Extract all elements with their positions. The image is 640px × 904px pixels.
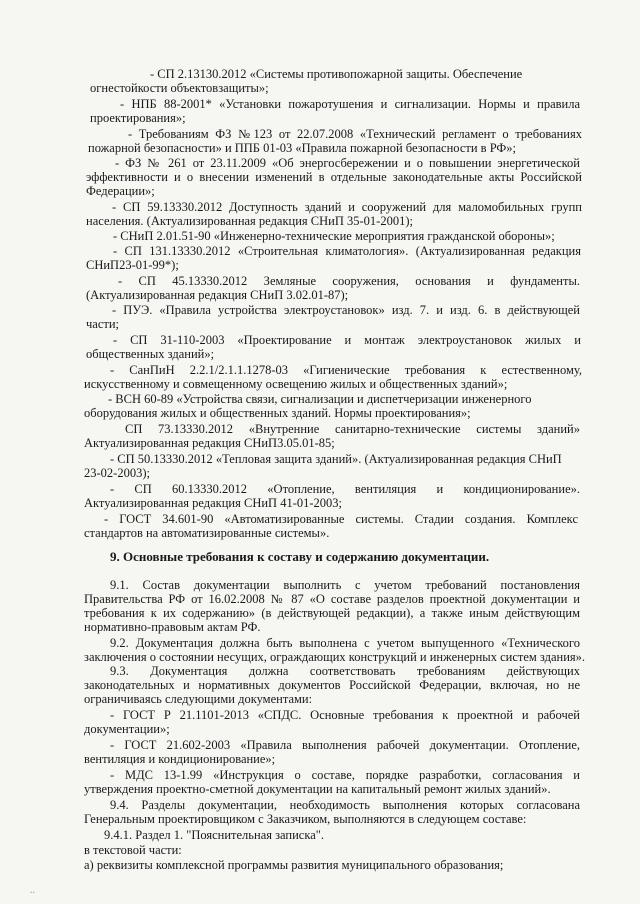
doc-line: эффективности и о внесении изменений в отдельные законодательные акты Российской — [86, 170, 582, 184]
doc-line: Актуализированная редакция СНиП 41-01-2003; — [84, 496, 342, 510]
doc-line: - НПБ 88-2001* «Установки пожаротушения и сигнализации. Нормы и правила — [120, 97, 580, 111]
doc-line: (Актуализированная редакция СНиП 3.02.01-87); — [86, 288, 349, 302]
doc-line: - ГОСТ Р 21.1101-2013 «СПДС. Основные требования к проектной и рабочей — [110, 708, 580, 722]
doc-line: Правительства РФ от 16.02.2008 № 87 «О составе разделов проектной документации и — [84, 592, 580, 606]
doc-line: 9.1. Состав документации выполнить с учетом требований постановления — [110, 578, 580, 592]
doc-line: СП 73.13330.2012 «Внутренние санитарно-технические системы зданий» — [125, 422, 580, 436]
doc-line: Актуализированная редакция СНиП3.05.01-85; — [84, 436, 335, 450]
doc-line: - СП 45.13330.2012 Земляные сооружения, основания и фундаменты. — [118, 274, 580, 288]
doc-line: - СП 31-110-2003 «Проектирование и монтаж электроустановок жилых и — [113, 333, 581, 347]
doc-line: 23-02-2003); — [84, 466, 150, 480]
doc-line: - СанПиН 2.2.1/2.1.1.1278-03 «Гигиенические требования к естественному, — [110, 363, 582, 377]
doc-line: общественных зданий»; — [86, 347, 215, 361]
doc-line: 9.4. Разделы документации, необходимость выполнения которых согласована — [110, 798, 580, 812]
section-heading: 9. Основные требования к составу и содержанию документации. — [110, 549, 490, 564]
margin-mark: .. — [30, 885, 35, 896]
doc-line: пожарной безопасности» и ППБ 01-03 «Правила пожарной безопасности в РФ»; — [88, 141, 517, 155]
doc-line: - СП 131.13330.2012 «Строительная климатология». (Актуализированная редакция — [113, 244, 581, 258]
doc-line: оборудования жилых и общественных зданий. Нормы проектирования»; — [84, 406, 471, 420]
doc-line: огнестойкости объектовзащиты»; — [90, 81, 269, 95]
doc-line: части; — [86, 317, 120, 331]
doc-line: утверждения проектно-сметной документации на капитальный ремонт жилых зданий». — [84, 782, 551, 796]
doc-line: - СП 60.13330.2012 «Отопление, вентиляция и кондиционирование». — [110, 482, 580, 496]
doc-line: искусственному и совмещенному освещению жилых и общественных зданий»; — [84, 377, 508, 391]
doc-line: требования к их содержанию» (в действующей редакции), а также иным действующим — [84, 606, 580, 620]
doc-line: вентиляция и кондиционирование»; — [84, 752, 276, 766]
doc-line: ограничиваясь следующими документами: — [84, 692, 313, 706]
doc-line: - ФЗ № 261 от 23.11.2009 «Об энергосбережении и о повышении энергетической — [115, 156, 580, 170]
doc-line: - Требованиям ФЗ №123 от 22.07.2008 «Технический регламент о требованиях — [128, 127, 582, 141]
doc-line: заключения о состоянии несущих, ограждающих конструкций и инженерных систем здания». — [84, 650, 586, 664]
doc-line: стандартов на автоматизированные системы». — [84, 526, 330, 540]
doc-line: населения. (Актуализированная редакция СНиП 35-01-2001); — [86, 214, 413, 228]
doc-line: Федерации»; — [86, 184, 155, 198]
doc-line: - СП 50.13330.2012 «Тепловая защита зданий». (Актуализированная редакция СНиП — [110, 452, 562, 466]
doc-line: - СП 59.13330.2012 Доступность зданий и сооружений для маломобильных групп — [112, 200, 582, 214]
doc-line: СНиП23-01-99*); — [86, 258, 179, 272]
doc-line: 9.4.1. Раздел 1. "Пояснительная записка". — [104, 828, 325, 842]
doc-line: - ВСН 60-89 «Устройства связи, сигнализации и диспетчеризации инженерного — [108, 392, 532, 406]
doc-line: - ПУЭ. «Правила устройства электроустановок» изд. 7. и изд. 6. в действующей — [112, 303, 580, 317]
doc-line: нормативно-правовым актам РФ. — [84, 620, 261, 634]
doc-line: Генеральным проектировщиком с Заказчиком, выполняются в следующем составе: — [84, 812, 527, 826]
doc-line: проектирования»; — [90, 111, 186, 125]
doc-line: - СНиП 2.01.51-90 «Инженерно-технические мероприятия гражданской обороны»; — [113, 229, 555, 243]
doc-line: законодательных и нормативных документов Российской Федерации, включая, но не — [84, 678, 580, 692]
doc-line: - СП 2.13130.2012 «Системы противопожарной защиты. Обеспечение — [150, 67, 523, 81]
doc-line: - ГОСТ 21.602-2003 «Правила выполнения рабочей документации. Отопление, — [110, 738, 580, 752]
doc-line: - ГОСТ 34.601-90 «Автоматизированные системы. Стадии создания. Комплекс — [104, 512, 578, 526]
doc-line: в текстовой части: — [84, 843, 182, 857]
doc-line: - МДС 13-1.99 «Инструкция о составе, порядке разработки, согласования и — [110, 768, 580, 782]
doc-line: а) реквизиты комплексной программы развития муниципального образования; — [84, 858, 504, 872]
doc-line: документации»; — [84, 722, 170, 736]
doc-line: 9.3. Документация должна соответствовать требованиям действующих — [110, 664, 580, 678]
doc-line: 9.2. Документация должна быть выполнена с учетом выпущенного «Технического — [110, 636, 580, 650]
